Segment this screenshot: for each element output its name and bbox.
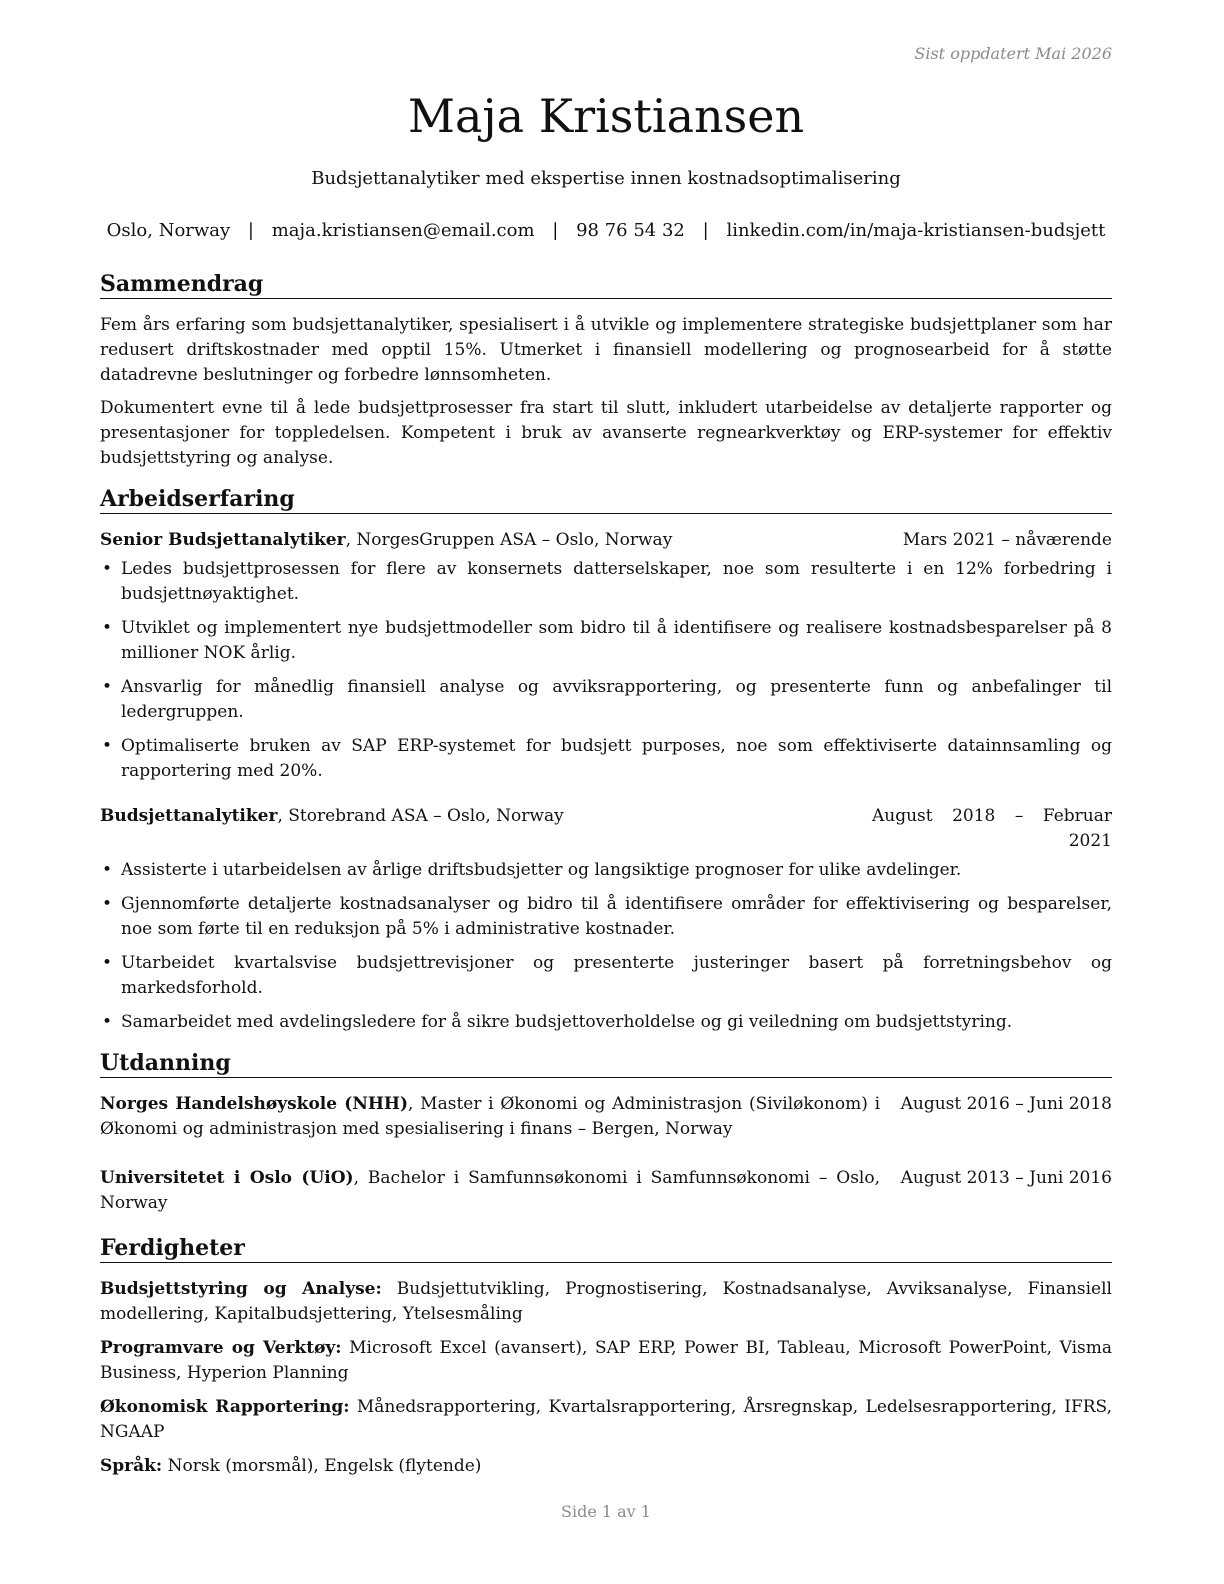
skill-row [100, 1454, 1112, 1479]
summary-section [100, 270, 1112, 471]
skill-value: Microsoft Excel (avansert), SAP ERP, Power BI, Tableau, Microsoft PowerPoint, Visma Business, Hyperion Planning [100, 1338, 1112, 1383]
job-company: , Storebrand ASA – Oslo, Norway [277, 806, 564, 826]
contact-separator: | [702, 220, 709, 241]
page-number: Side 1 av 1 [561, 1502, 651, 1521]
job-entry [100, 528, 1112, 784]
job-role: Budsjettanalytiker [100, 806, 278, 826]
skill-value: Norsk (morsmål), Engelsk (flytende) [162, 1456, 482, 1476]
list-item: • Utviklet og implementert nye budsjettmodeller som bidro til å identifisere og realisere kostnadsbesparelser på 8 millioner NOK årlig. [100, 616, 1112, 666]
job-entry [100, 804, 1112, 1035]
job-company: , NorgesGruppen ASA – Oslo, Norway [345, 530, 673, 550]
skill-row [100, 1395, 1112, 1445]
headline: Budsjettanalytiker med ekspertise innen kostnadsoptimalisering [311, 168, 901, 189]
skill-row [100, 1336, 1112, 1386]
job-role: Senior Budsjettanalytiker [100, 530, 346, 550]
education-details: , Bachelor i Samfunnsøkonomi i Samfunnsøkonomi – Oslo, Norway [100, 1168, 880, 1213]
experience-section [100, 485, 1112, 1035]
contact-location: Oslo, Norway [106, 220, 231, 241]
summary-paragraph: Dokumentert evne til å lede budsjettprosesser fra start til slutt, inkludert utarbeidelse av detaljerte rapporter og presentasjoner for toppledelsen. Kompetent i bruk av avanserte regnearkverktøy og ERP-systemer for effektiv budsjettstyring og analyse. [100, 398, 1112, 468]
list-item: • Ansvarlig for månedlig finansiell analyse og avviksrapportering, og presenterte funn og anbefalinger til ledergruppen. [100, 675, 1112, 725]
section-title-summary: Sammendrag [100, 270, 1112, 299]
education-section [100, 1049, 1112, 1216]
section-title-experience: Arbeidserfaring [100, 485, 1112, 514]
summary-paragraph: Fem års erfaring som budsjettanalytiker, spesialisert i å utvikle og implementere strategiske budsjettplaner som har redusert driftskostnader med opptil 15%. Utmerket i finansiell modellering og prognosearbeid for å støtte datadrevne beslutninger og forbedre lønnsomheten. [100, 315, 1112, 385]
contact-line [100, 219, 1112, 243]
contact-phone: 98 76 54 32 [576, 220, 685, 241]
list-item: • Assisterte i utarbeidelsen av årlige driftsbudsjetter og langsiktige prognoser for ulike avdelinger. [100, 858, 1112, 883]
list-item: • Ledes budsjettprosessen for flere av konsernets datterselskaper, noe som resulterte i en 12% forbedring i budsjettnøyaktighet. [100, 557, 1112, 607]
education-dates: August 2016 – Juni 2018 [900, 1094, 1112, 1114]
section-title-skills: Ferdigheter [100, 1234, 1112, 1263]
contact-email[interactable]: maja.kristiansen@email.com [271, 220, 535, 241]
contact-linkedin[interactable]: linkedin.com/in/maja-kristiansen-budsjett [726, 220, 1106, 241]
section-title-education: Utdanning [100, 1049, 1112, 1078]
education-school: Universitetet i Oslo (UiO) [100, 1168, 354, 1188]
education-entry [100, 1092, 1112, 1142]
job-dates: August 2018 – Februar 2021 [872, 806, 1112, 851]
skill-label: Språk: [100, 1456, 163, 1476]
job-header [100, 804, 1112, 854]
list-item: • Gjennomførte detaljerte kostnadsanalyser og bidro til å identifisere områder for effektivisering og besparelser, noe som førte til en reduksjon på 5% i administrative kostnader. [100, 892, 1112, 942]
contact-separator: | [247, 220, 254, 241]
resume-body [100, 270, 1112, 1488]
skill-row [100, 1277, 1112, 1327]
skill-label: Budsjettstyring og Analyse: [100, 1279, 382, 1299]
contact-separator: | [552, 220, 559, 241]
skill-value: Månedsrapportering, Kvartalsrapportering, Årsregnskap, Ledelsesrapportering, IFRS, NGAAP [100, 1397, 1112, 1442]
skill-label: Økonomisk Rapportering: [100, 1397, 350, 1417]
resume-page [100, 0, 1112, 1584]
education-dates: August 2013 – Juni 2016 [900, 1168, 1112, 1188]
list-item: • Optimaliserte bruken av SAP ERP-systemet for budsjett purposes, noe som effektiviserte datainnsamling og rapportering med 20%. [100, 734, 1112, 784]
education-entry [100, 1166, 1112, 1216]
job-dates: Mars 2021 – nåværende [902, 530, 1112, 550]
candidate-name: Maja Kristiansen [407, 89, 805, 143]
list-item: • Samarbeidet med avdelingsledere for å sikre budsjettoverholdelse og gi veiledning om budsjettstyring. [100, 1010, 1112, 1035]
last-updated: Sist oppdatert Mai 2026 [914, 44, 1112, 63]
skills-section [100, 1234, 1112, 1479]
education-details: , Master i Økonomi og Administrasjon (Siviløkonom) i Økonomi og administrasjon med spesialisering i finans – Bergen, Norway [100, 1094, 881, 1139]
job-header [100, 528, 1112, 553]
list-item: • Utarbeidet kvartalsvise budsjettrevisjoner og presenterte justeringer basert på forretningsbehov og markedsforhold. [100, 951, 1112, 1001]
education-school: Norges Handelshøyskole (NHH) [100, 1094, 409, 1114]
job-bullets [100, 858, 1112, 1035]
skill-value: Budsjettutvikling, Prognostisering, Kostnadsanalyse, Avviksanalyse, Finansiell modellering, Kapitalbudsjettering, Ytelsesmåling [100, 1279, 1112, 1324]
job-bullets [100, 557, 1112, 784]
skill-label: Programvare og Verktøy: [100, 1338, 342, 1358]
